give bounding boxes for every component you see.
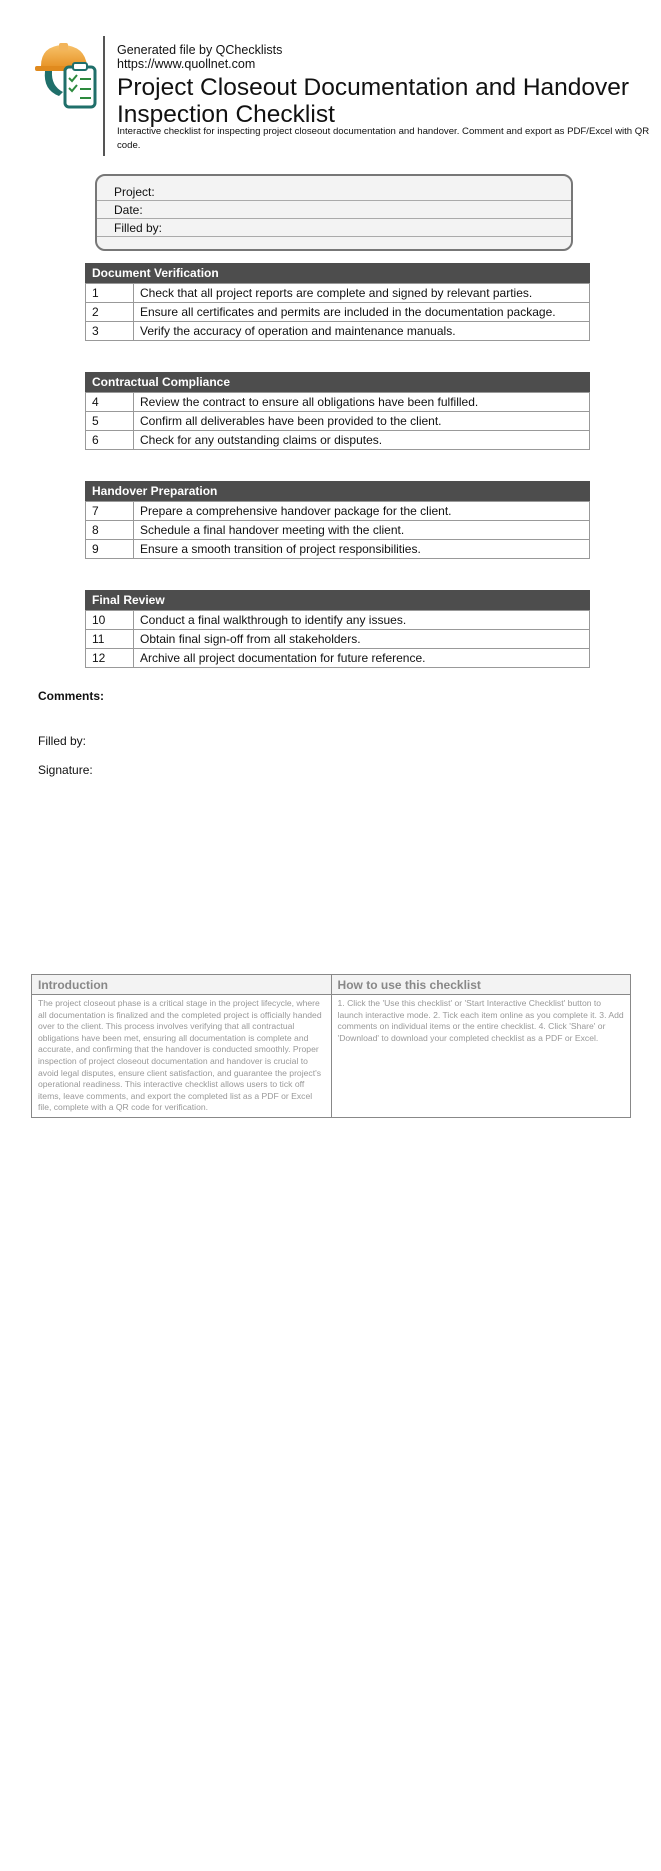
- item-number: 6: [86, 431, 134, 450]
- item-text: Review the contract to ensure all obligations have been fulfilled.: [134, 393, 590, 412]
- checklist-item[interactable]: [86, 502, 590, 521]
- generated-by-text: Generated file by QChecklists: [117, 43, 283, 57]
- item-number: 1: [86, 284, 134, 303]
- item-number: 3: [86, 322, 134, 341]
- signature-label: Signature:: [38, 763, 93, 777]
- item-text: Obtain final sign-off from all stakeholders.: [134, 630, 590, 649]
- item-number: 7: [86, 502, 134, 521]
- section-document-verification: [85, 263, 590, 341]
- item-number: 8: [86, 521, 134, 540]
- project-field[interactable]: Project:: [97, 183, 571, 201]
- item-number: 11: [86, 630, 134, 649]
- intro-howto-table: [31, 974, 631, 1118]
- filled-by-signoff-label: Filled by:: [38, 734, 87, 748]
- item-number: 12: [86, 649, 134, 668]
- checklist-item[interactable]: [86, 393, 590, 412]
- checklist-item[interactable]: [86, 412, 590, 431]
- document-header: [35, 36, 650, 158]
- document-title: Project Closeout Documentation and Handover Inspection Checklist: [117, 74, 630, 128]
- checklist-item[interactable]: [86, 630, 590, 649]
- item-text: Verify the accuracy of operation and maintenance manuals.: [134, 322, 590, 341]
- section-contractual-compliance: [85, 372, 590, 450]
- item-number: 10: [86, 611, 134, 630]
- item-text: Prepare a comprehensive handover package for the client.: [134, 502, 590, 521]
- section-final-review: [85, 590, 590, 668]
- section-title: Contractual Compliance: [85, 372, 590, 392]
- item-number: 9: [86, 540, 134, 559]
- how-to-use-heading: How to use this checklist: [331, 975, 630, 995]
- hardhat-checklist-logo-icon: [35, 40, 103, 114]
- section-title: Handover Preparation: [85, 481, 590, 501]
- introduction-text: The project closeout phase is a critical stage in the project lifecycle, where all documentation is finalized and the completed project is officially handed over to the client. This process involves verifying that all contractual obligations have been met, ensuring all documentation is complete and accurate, and confirming that the handover is conducted smoothly. Proper inspection of project closeout documentation and handover is crucial to avoid legal disputes, ensure client satisfaction, and guarantee the project's operational readiness. This interactive checklist allows users to tick off items, leave comments, and export the completed list as a PDF or Excel file, complete with a QR code for verification.: [32, 995, 332, 1118]
- checklist-item[interactable]: [86, 303, 590, 322]
- checklist-item[interactable]: [86, 521, 590, 540]
- item-text: Ensure a smooth transition of project responsibilities.: [134, 540, 590, 559]
- item-text: Confirm all deliverables have been provided to the client.: [134, 412, 590, 431]
- checklist-item[interactable]: [86, 611, 590, 630]
- date-field[interactable]: Date:: [97, 201, 571, 219]
- item-number: 4: [86, 393, 134, 412]
- comments-label: Comments:: [38, 689, 105, 703]
- checklist-item[interactable]: [86, 322, 590, 341]
- how-to-use-text: 1. Click the 'Use this checklist' or 'Start Interactive Checklist' button to launch interactive mode. 2. Tick each item online as you complete it. 3. Add comments on individual items or the entire checklist. 4. Click 'Share' or 'Download' to download your completed checklist as a PDF or Excel.: [331, 995, 630, 1118]
- item-text: Conduct a final walkthrough to identify any issues.: [134, 611, 590, 630]
- introduction-heading: Introduction: [32, 975, 332, 995]
- item-number: 5: [86, 412, 134, 431]
- item-number: 2: [86, 303, 134, 322]
- source-url[interactable]: https://www.quollnet.com: [117, 57, 256, 71]
- checklist-item[interactable]: [86, 431, 590, 450]
- item-text: Archive all project documentation for future reference.: [134, 649, 590, 668]
- checklist-item[interactable]: [86, 540, 590, 559]
- header-divider: [103, 36, 105, 156]
- checklist-item[interactable]: [86, 284, 590, 303]
- document-description: Interactive checklist for inspecting project closeout documentation and handover. Comment and export as PDF/Excel with QR code.: [117, 126, 650, 151]
- section-title: Document Verification: [85, 263, 590, 283]
- item-text: Check that all project reports are complete and signed by relevant parties.: [134, 284, 590, 303]
- section-handover-preparation: [85, 481, 590, 559]
- item-text: Ensure all certificates and permits are included in the documentation package.: [134, 303, 590, 322]
- section-title: Final Review: [85, 590, 590, 610]
- project-info-box: [95, 174, 573, 251]
- filled-by-field[interactable]: Filled by:: [97, 219, 571, 237]
- item-text: Schedule a final handover meeting with the client.: [134, 521, 590, 540]
- item-text: Check for any outstanding claims or disputes.: [134, 431, 590, 450]
- checklist-item[interactable]: [86, 649, 590, 668]
